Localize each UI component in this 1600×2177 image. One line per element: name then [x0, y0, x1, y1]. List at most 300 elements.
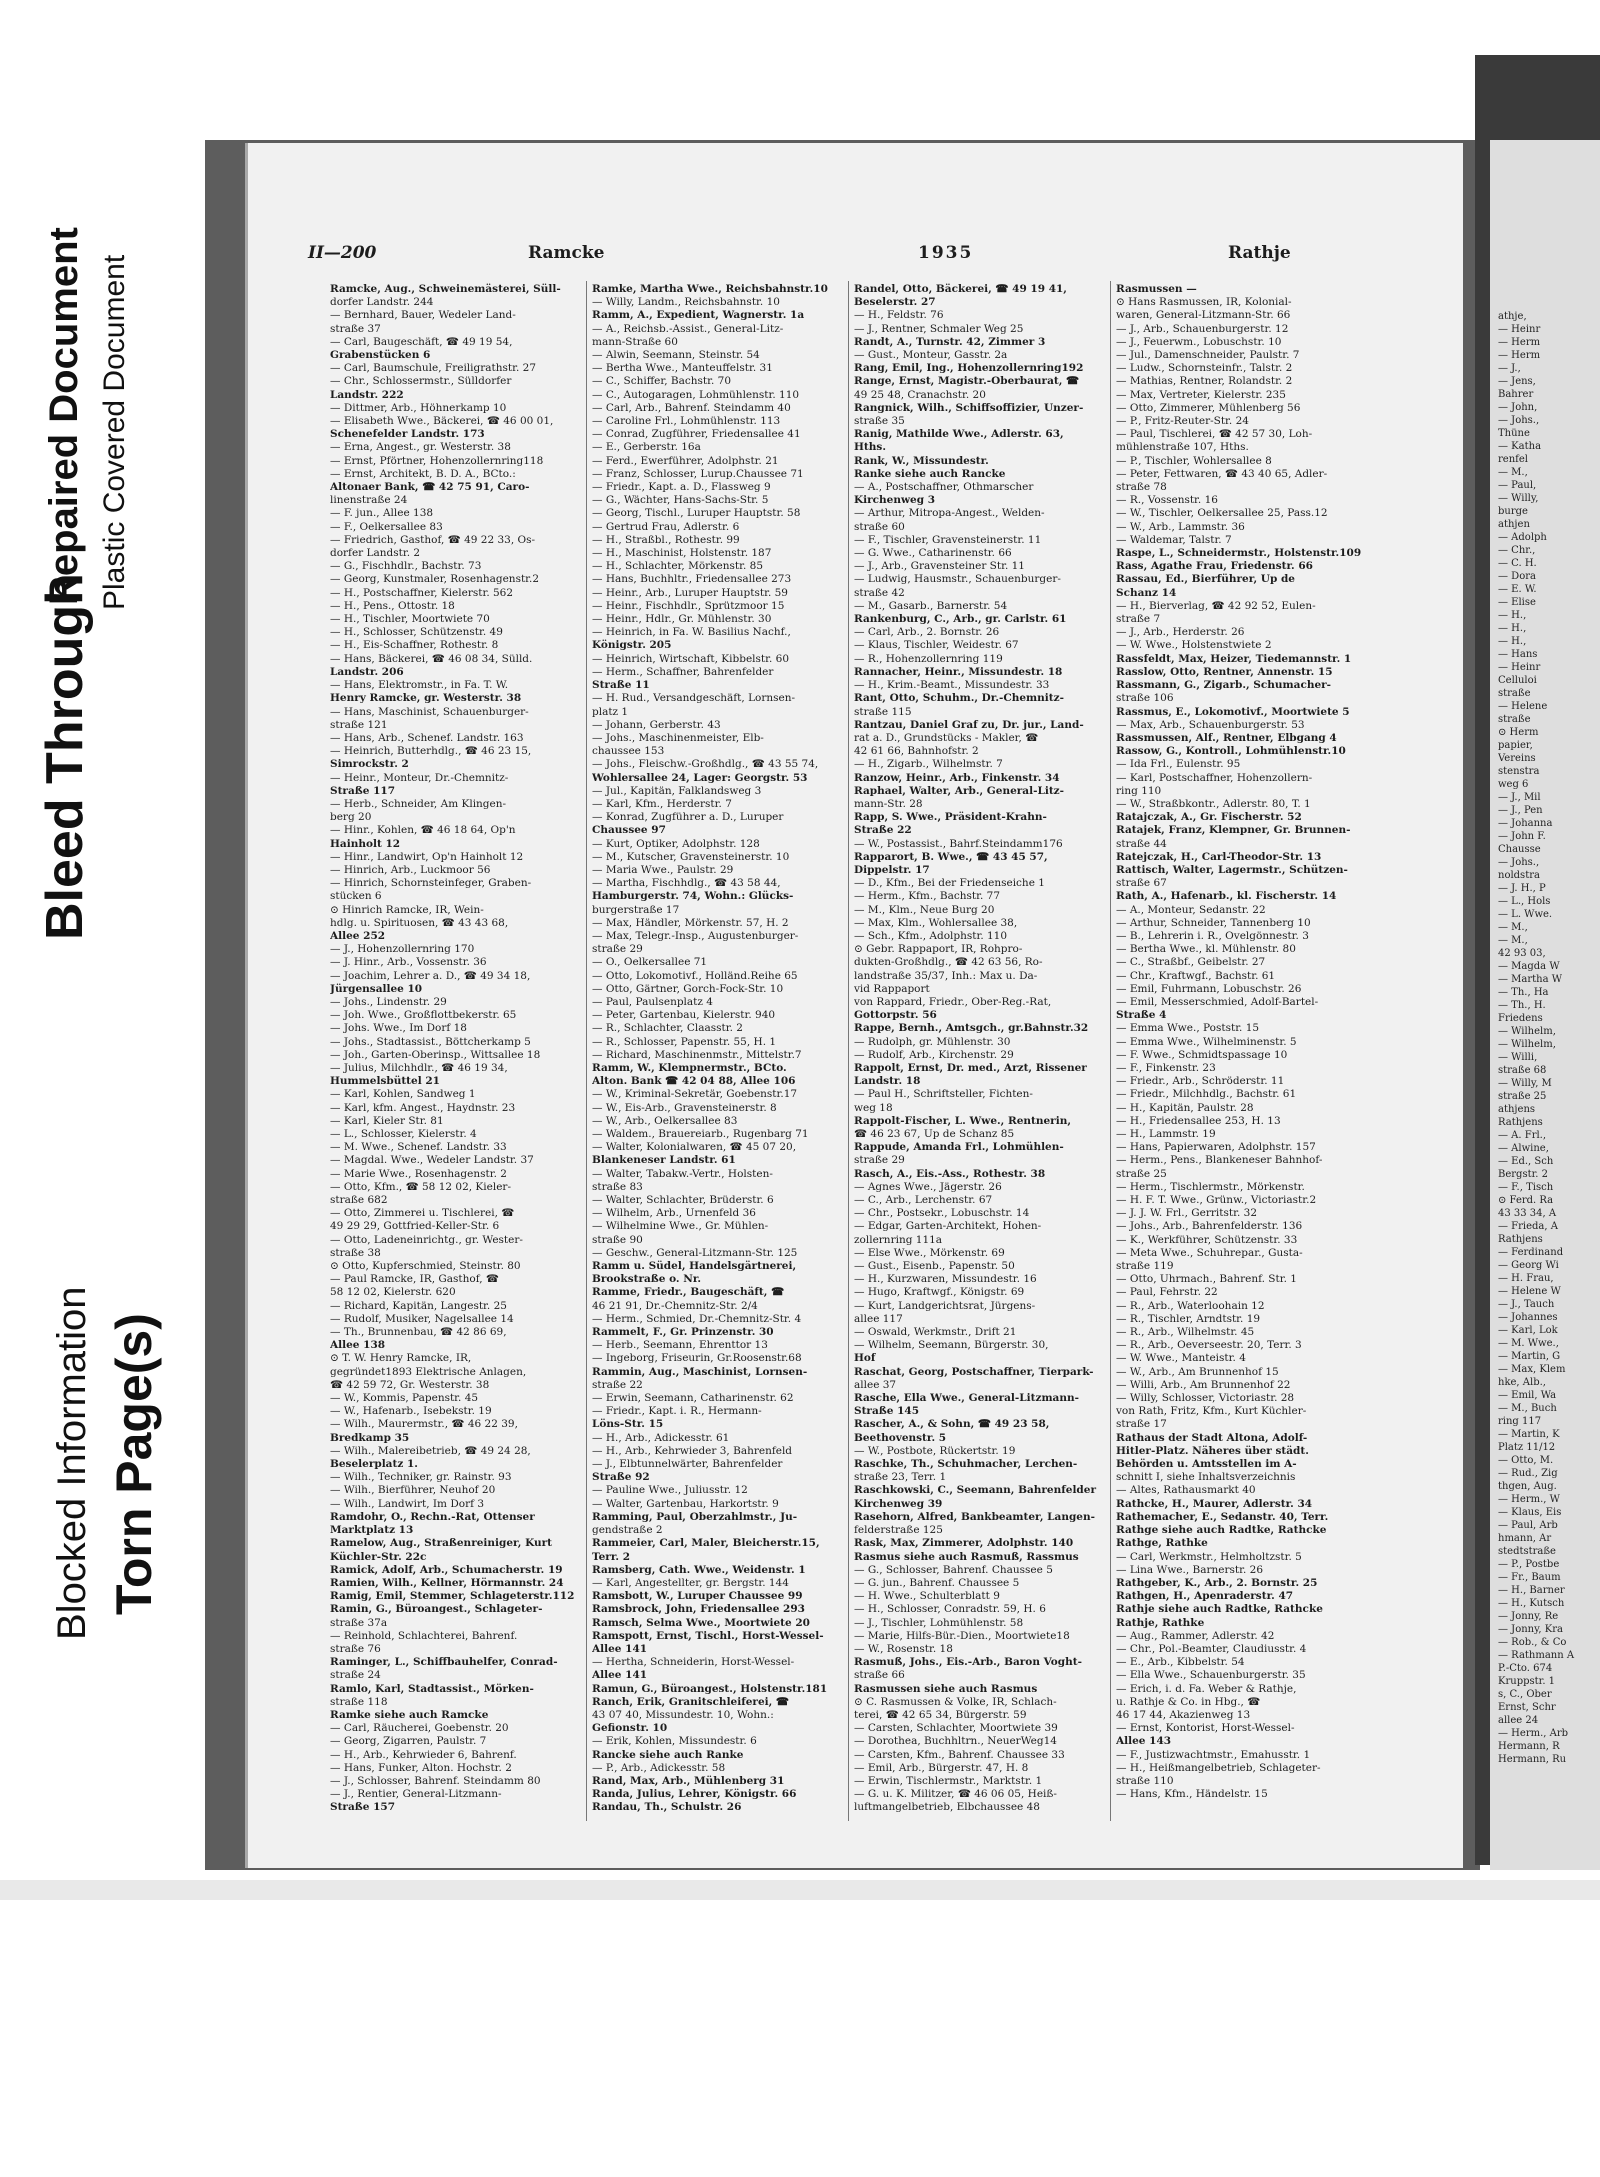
directory-entry-line: Randau, Th., Schulstr. 26 — [592, 1801, 742, 1814]
directory-entry-line: — Aug., Rammer, Adlerstr. 42 — [1116, 1629, 1275, 1642]
directory-entry-line: — Emil, Fuhrmann, Lobuschstr. 26 — [1116, 982, 1302, 995]
next-page-line: — Georg Wi — [1498, 1260, 1559, 1271]
next-page-line: Ernst, Schr — [1498, 1702, 1556, 1713]
directory-entry-line: Ramlo, Karl, Stadtassist., Mörken- — [330, 1682, 534, 1695]
directory-entry-line: — R., Arb., Oeverseestr. 20, Terr. 3 — [1116, 1339, 1302, 1352]
directory-entry-line: — F. Wwe., Schmidtspassage 10 — [1116, 1048, 1288, 1061]
directory-entry-line: Landstr. 222 — [330, 388, 404, 401]
directory-entry-line: — Otto, Gärtner, Gorch-Fock-Str. 10 — [592, 982, 784, 995]
next-page-line: hmann, Ar — [1498, 1533, 1552, 1544]
directory-entry-line: — Rudolf, Arb., Kirchenstr. 29 — [854, 1048, 1014, 1061]
directory-entry-line: — F., Tischler, Gravensteinerstr. 11 — [854, 533, 1042, 546]
directory-entry-line: — H. Rud., Versandgeschäft, Lornsen- — [592, 692, 796, 705]
directory-entry-line: — J., Rentier, General-Litzmann- — [330, 1788, 502, 1801]
next-page-line: — H., Kutsch — [1498, 1598, 1565, 1609]
directory-entry-line: — G., Fischhdlr., Bachstr. 73 — [330, 560, 482, 573]
next-page-line: — Herm — [1498, 337, 1541, 348]
directory-entry-line: Rasehorn, Alfred, Bankbeamter, Langen- — [854, 1510, 1095, 1523]
directory-entry-line: — Hans, Papierwaren, Adolphstr. 157 — [1116, 1141, 1316, 1154]
directory-entry-line: — Herm., Kfm., Bachstr. 77 — [854, 890, 1001, 903]
directory-entry-line: Raschke, Th., Schuhmacher, Lerchen- — [854, 1458, 1078, 1471]
directory-entry-line: — Joachim, Lehrer a. D., ☎ 49 34 18, — [330, 969, 531, 982]
directory-entry-line: Rathge, Rathke — [1116, 1537, 1208, 1550]
directory-entry-line: — Friedr., Kapt. i. R., Hermann- — [592, 1405, 762, 1418]
directory-entry-line: Allee 141 — [592, 1669, 648, 1682]
directory-entry-line: Rassfeldt, Max, Heizer, Tiedemannstr. 1 — [1116, 652, 1352, 665]
next-page-line: Friedens — [1498, 1013, 1543, 1024]
directory-entry-line: — R., Schlosser, Papenstr. 55, H. 1 — [592, 1035, 777, 1048]
directory-entry-line: Blankeneser Landstr. 61 — [592, 1154, 736, 1167]
directory-entry-line: — Peter, Fettwaren, ☎ 43 40 65, Adler- — [1116, 467, 1328, 480]
directory-entry-line: — H., Arb., Adickesstr. 61 — [592, 1431, 730, 1444]
next-page-line: — M., — [1498, 922, 1528, 933]
directory-entry-line: Straße 92 — [592, 1471, 650, 1484]
directory-entry-line: — Hans, Maschinist, Schauenburger- — [330, 705, 529, 718]
directory-entry-line: — Ernst, Pförtner, Hohenzollernring118 — [330, 454, 544, 467]
directory-entry-line: Ranzow, Heinr., Arb., Finkenstr. 34 — [854, 771, 1060, 784]
directory-entry-line: — Hugo, Kraftwgf., Königstr. 69 — [854, 1286, 1025, 1299]
directory-entry-line: Landstr. 206 — [330, 665, 404, 678]
directory-entry-line: — Hinrich, Schornsteinfeger, Graben- — [330, 877, 532, 890]
directory-entry-line: straße 60 — [854, 520, 905, 533]
next-page-line: — Max, Klem — [1498, 1364, 1566, 1375]
directory-entry-line: — Kurt, Landgerichtsrat, Jürgens- — [854, 1299, 1036, 1312]
directory-entry-line: — Emil, Arb., Bürgerstr. 47, H. 8 — [854, 1761, 1029, 1774]
directory-entry-line: — W., Postassist., Bahrf.Steindamm176 — [854, 837, 1063, 850]
directory-entry-line: Beselerplatz 1. — [330, 1458, 418, 1471]
next-page-line: Kruppstr. 1 — [1498, 1676, 1556, 1687]
directory-entry-line: Rassmus, E., Lokomotivf., Moortwiete 5 — [1116, 705, 1350, 718]
header-left-word: Ramcke — [528, 243, 605, 263]
directory-entry-line: Rammeier, Carl, Maler, Bleicherstr.15, — [592, 1537, 820, 1550]
next-page-line: — Jonny, Re — [1498, 1611, 1559, 1622]
column-4 — [1116, 283, 1366, 1823]
directory-entry-line: — W., Arb., Lammstr. 36 — [1116, 520, 1245, 533]
directory-entry-line: — Magdal. Wwe., Wedeler Landstr. 37 — [330, 1154, 534, 1167]
next-page-line: ⊙ Ferd. Ra — [1498, 1195, 1554, 1206]
directory-entry-line: 49 25 48, Cranachstr. 20 — [854, 388, 986, 401]
directory-entry-line: Ramig, Emil, Stemmer, Schlageterstr.112 — [330, 1590, 575, 1603]
directory-entry-line: — E., Gerberstr. 16a — [592, 441, 701, 454]
directory-entry-line: Straße 22 — [854, 824, 912, 837]
next-page-line: — Heinr — [1498, 324, 1541, 335]
directory-entry-line: Ramick, Adolf, Arb., Schumacherstr. 19 — [330, 1563, 563, 1576]
directory-entry-line: ring 110 — [1116, 784, 1162, 797]
directory-entry-line: — J., Feuerwm., Lobuschstr. 10 — [1116, 335, 1282, 348]
next-page-line: Celluloi — [1498, 675, 1537, 686]
directory-entry-line: — Caroline Frl., Lohmühlenstr. 113 — [592, 415, 781, 428]
next-page-line: — Martin, G — [1498, 1351, 1561, 1362]
directory-entry-line: Straße 117 — [330, 784, 395, 797]
directory-entry-line: 43 07 40, Missundestr. 10, Wohn.: — [592, 1708, 774, 1721]
directory-entry-line: Randt, A., Turnstr. 42, Zimmer 3 — [854, 335, 1046, 348]
directory-entry-line: Rang, Emil, Ing., Hohenzollernring192 — [854, 362, 1084, 375]
next-page-line: — Th., H. — [1498, 1000, 1546, 1011]
directory-entry-line: Dippelstr. 17 — [854, 863, 930, 876]
directory-entry-line: Ramsberg, Cath. Wwe., Weidenstr. 1 — [592, 1563, 806, 1576]
directory-entry-line: Allee 141 — [592, 1642, 648, 1655]
directory-entry-line: — Ludw., Schornsteinfr., Talstr. 2 — [1116, 362, 1293, 375]
directory-entry-line: — J., Tischler, Lohmühlenstr. 58 — [854, 1616, 1024, 1629]
directory-entry-line: — Wilh., Landwirt, Im Dorf 3 — [330, 1497, 485, 1510]
directory-entry-line: Ramm, A., Expedient, Wagnerstr. 1a — [592, 309, 805, 322]
directory-entry-line: — Hinr., Kohlen, ☎ 46 18 64, Op'n — [330, 824, 516, 837]
next-page-line: Vereins — [1498, 753, 1536, 764]
directory-entry-line: — C., Straßbf., Geibelstr. 27 — [1116, 956, 1266, 969]
directory-entry-line: — Gust., Monteur, Gasstr. 2a — [854, 349, 1008, 362]
directory-entry-line: Ramm u. Südel, Handelsgärtnerei, — [592, 1260, 797, 1273]
directory-entry-line: Rathgeber, K., Arb., 2. Bornstr. 25 — [1116, 1576, 1318, 1589]
directory-entry-line: — Dittmer, Arb., Höhnerkamp 10 — [330, 401, 507, 414]
directory-entry-line: — P., Fritz-Reuter-Str. 24 — [1116, 415, 1249, 428]
directory-entry-line: — H., Zigarb., Wilhelmstr. 7 — [854, 758, 1003, 771]
directory-entry-line: — J. J. W. Frl., Gerritstr. 32 — [1116, 1207, 1258, 1220]
directory-entry-line: Rancke siehe auch Ranke — [592, 1748, 744, 1761]
directory-entry-line: — Heinr., Arb., Luruper Hauptstr. 59 — [592, 586, 788, 599]
directory-entry-line: — Bernhard, Bauer, Wedeler Land- — [330, 309, 516, 322]
directory-entry-line: — M. Wwe., Schenef. Landstr. 33 — [330, 1141, 507, 1154]
directory-entry-line: dorfer Landstr. 244 — [330, 296, 434, 309]
directory-entry-line: Rathje, Rathke — [1116, 1616, 1205, 1629]
directory-entry-line: ⊙ T. W. Henry Ramcke, IR, — [330, 1352, 472, 1365]
directory-entry-line: — F., Oelkersallee 83 — [330, 520, 443, 533]
directory-entry-line: — Ernst, Architekt, B. D. A., BCto.: — [330, 467, 516, 480]
directory-entry-line: hdlg. u. Spirituosen, ☎ 43 43 68, — [330, 916, 509, 929]
directory-entry-line: straße 42 — [854, 586, 905, 599]
next-page-line: — Herm., Arb — [1498, 1728, 1569, 1739]
directory-entry-line: Ramme, Friedr., Baugeschäft, ☎ — [592, 1286, 785, 1299]
directory-entry-line: allee 37 — [854, 1378, 897, 1391]
next-page-line: — Jonny, Kra — [1498, 1624, 1563, 1635]
directory-entry-line: Rasmussen — — [1116, 283, 1197, 295]
directory-entry-line: — Arthur, Schneider, Tannenberg 10 — [1116, 916, 1311, 929]
directory-entry-line: — Konrad, Zugführer a. D., Luruper — [592, 811, 784, 824]
directory-entry-line: — Hans, Arb., Schenef. Landstr. 163 — [330, 731, 524, 744]
directory-entry-line: straße 90 — [592, 1233, 643, 1246]
tag-torn-pages: Torn Page(s) — [106, 1313, 162, 1615]
directory-entry-line: Landstr. 18 — [854, 1075, 921, 1088]
directory-entry-line: — Rudolph, gr. Mühlenstr. 30 — [854, 1035, 1011, 1048]
directory-entry-line: — H., Kurzwaren, Missundestr. 16 — [854, 1273, 1037, 1286]
directory-entry-line: straße 682 — [330, 1194, 388, 1207]
next-page-line: Rathjens — [1498, 1117, 1543, 1128]
next-page-line: — H., — [1498, 636, 1527, 647]
directory-entry-line: Ramke siehe auch Ramcke — [330, 1708, 489, 1721]
directory-entry-line: — Jul., Damenschneider, Paulstr. 7 — [1116, 349, 1300, 362]
next-page-line: — Magda W — [1498, 961, 1560, 972]
next-page-line: — Ferdinand — [1498, 1247, 1564, 1258]
directory-entry-line: Rappolt, Ernst, Dr. med., Arzt, Rissener — [854, 1061, 1087, 1074]
directory-entry-line: Ramun, G., Büroangest., Holstenstr.181 — [592, 1682, 828, 1695]
directory-entry-line: Rant, Otto, Schuhm., Dr.-Chemnitz- — [854, 692, 1064, 705]
directory-entry-line: Randa, Julius, Lehrer, Königstr. 66 — [592, 1788, 797, 1801]
directory-entry-line: — Carsten, Schlachter, Moortwiete 39 — [854, 1722, 1058, 1735]
directory-entry-line: — Wilhelm, Arb., Urnenfeld 36 — [592, 1207, 756, 1220]
directory-entry-line: Rassow, G., Kontroll., Lohmühlenstr.10 — [1116, 745, 1346, 758]
directory-entry-line: — M., Kutscher, Gravensteinerstr. 10 — [592, 850, 790, 863]
directory-entry-line: — W., Kriminal-Sekretär, Goebenstr.17 — [592, 1088, 798, 1101]
directory-entry-line: — D., Kfm., Bei der Friedenseiche 1 — [854, 877, 1045, 890]
directory-entry-line: — Heinrich, in Fa. W. Basilius Nachf., — [592, 626, 791, 639]
directory-entry-line: straße 25 — [1116, 1167, 1167, 1180]
directory-entry-line: — P., Tischler, Wohlersallee 8 — [1116, 454, 1272, 467]
directory-entry-line: — J., Rentner, Schmaler Weg 25 — [854, 322, 1024, 335]
directory-entry-line: dukten-Großhdlg., ☎ 42 63 56, Ro- — [854, 956, 1043, 969]
directory-entry-line: Rathje siehe auch Radtke, Rathcke — [1116, 1603, 1323, 1616]
directory-entry-line: straße 115 — [854, 705, 912, 718]
directory-entry-line: mann-Straße 60 — [592, 335, 678, 348]
directory-entry-line: — Carl, Arb., 2. Bornstr. 26 — [854, 626, 1000, 639]
next-page-line: Thüne — [1498, 428, 1530, 439]
directory-entry-line: — R., Arb., Waterloohain 12 — [1116, 1299, 1265, 1312]
next-page-line: — Th., Ha — [1498, 987, 1549, 998]
next-page-line: — Heinr — [1498, 662, 1541, 673]
directory-entry-line: — Walter, Gartenbau, Harkortstr. 9 — [592, 1497, 779, 1510]
directory-entry-line: straße 67 — [1116, 877, 1167, 890]
directory-entry-line: — J., Schlosser, Bahrenf. Steindamm 80 — [330, 1774, 541, 1787]
directory-entry-line: — Chr., Schlossermstr., Sülldorfer — [330, 375, 512, 388]
directory-entry-line: — Otto, Kfm., ☎ 58 12 02, Kieler- — [330, 1180, 511, 1193]
next-page-line: Bahrer — [1498, 389, 1534, 400]
next-page-line: — E. W. — [1498, 584, 1537, 595]
directory-entry-line: — Edgar, Garten-Architekt, Hohen- — [854, 1220, 1042, 1233]
directory-entry-line: Kirchenweg 3 — [854, 494, 936, 507]
directory-entry-line: Rascher, A., & Sohn, ☎ 49 23 58, — [854, 1418, 1050, 1431]
next-page-line: — M. Wwe., — [1498, 1338, 1559, 1349]
directory-entry-line: Rappe, Bernh., Amtsgch., gr.Bahnstr.32 — [854, 1022, 1089, 1035]
directory-entry-line: — Conrad, Zugführer, Friedensallee 41 — [592, 428, 801, 441]
directory-entry-line: schnitt I, siehe Inhaltsverzeichnis — [1116, 1471, 1296, 1484]
directory-entry-line: Hummelsbüttel 21 — [330, 1075, 440, 1088]
next-page-line: — C. H. — [1498, 558, 1537, 569]
next-page-line: — Johs., — [1498, 857, 1540, 868]
next-page-line: — Hans — [1498, 649, 1538, 660]
directory-entry-line: Range, Ernst, Magistr.-Oberbaurat, ☎ — [854, 375, 1080, 388]
directory-entry-line: — Th., Brunnenbau, ☎ 42 86 69, — [330, 1326, 507, 1339]
directory-entry-line: — O., Oelkersallee 71 — [592, 956, 708, 969]
directory-entry-line: — Joh. Wwe., Großflottbekerstr. 65 — [330, 1009, 517, 1022]
next-page-line: s, C., Ober — [1498, 1689, 1552, 1700]
directory-entry-line: — H. Wwe., Schulterblatt 9 — [854, 1590, 1000, 1603]
directory-entry-line: — Agnes Wwe., Jägerstr. 26 — [854, 1180, 1002, 1193]
directory-entry-line: — Emil, Messerschmied, Adolf-Bartel- — [1116, 995, 1319, 1008]
directory-entry-line: — H., Heißmangelbetrieb, Schlageter- — [1116, 1761, 1321, 1774]
directory-entry-line: — Herb., Schneider, Am Klingen- — [330, 797, 507, 810]
directory-entry-line: — L., Schlosser, Kielerstr. 4 — [330, 1128, 477, 1140]
next-page-line: thgen, Aug. — [1498, 1481, 1557, 1492]
directory-entry-line: — Emma Wwe., Wilhelminenstr. 5 — [1116, 1035, 1297, 1048]
directory-entry-line: Rasche, Ella Wwe., General-Litzmann- — [854, 1392, 1079, 1405]
directory-entry-line: — Karl, Angestellter, gr. Bergstr. 144 — [592, 1576, 789, 1589]
directory-entry-line: — Willy, Landm., Reichsbahnstr. 10 — [592, 296, 780, 309]
directory-entry-line: ⊙ Otto, Kupferschmied, Steinstr. 80 — [330, 1260, 521, 1273]
directory-entry-line: — Paul, Tischlerei, ☎ 42 57 30, Loh- — [1116, 428, 1313, 441]
column-rule — [848, 281, 849, 1821]
top-margin — [0, 0, 1600, 60]
directory-entry-line: dorfer Landstr. 2 — [330, 547, 421, 560]
directory-entry-line: — Wilh., Techniker, gr. Rainstr. 93 — [330, 1471, 512, 1484]
directory-entry-line: — G. u. K. Militzer, ☎ 46 06 05, Heiß- — [854, 1788, 1057, 1801]
directory-entry-line: berg 20 — [330, 811, 372, 824]
next-page-line: — Willi, — [1498, 1052, 1538, 1063]
directory-entry-line: — J., Elbtunnelwärter, Bahrenfelder — [592, 1458, 783, 1471]
next-page-line: — Klaus, Eis — [1498, 1507, 1562, 1518]
next-page-line: — J., Tauch — [1498, 1299, 1555, 1310]
next-page-line: — Karl, Lok — [1498, 1325, 1558, 1336]
directory-entry-line: — Hans, Elektromstr., in Fa. T. W. — [330, 679, 509, 692]
directory-entry-line: — H., Straßbl., Rothestr. 99 — [592, 533, 740, 546]
directory-entry-line: — W., Arb., Am Brunnenhof 15 — [1116, 1365, 1279, 1378]
directory-entry-line: Ramming, Paul, Oberzahlmstr., Ju- — [592, 1510, 798, 1523]
next-page-line: — Helene — [1498, 701, 1548, 712]
directory-entry-line: — W., Kommis, Papenstr. 45 — [330, 1392, 479, 1405]
directory-entry-line: Rathge siehe auch Radtke, Rathcke — [1116, 1524, 1327, 1537]
directory-entry-line: — Hans, Kfm., Händelstr. 15 — [1116, 1788, 1268, 1801]
directory-entry-line: Ramke, Martha Wwe., Reichsbahnstr.10 — [592, 283, 828, 295]
directory-entry-line: — G., Wächter, Hans-Sachs-Str. 5 — [592, 494, 769, 507]
directory-entry-line: allee 117 — [854, 1312, 903, 1325]
directory-entry-line: Simrockstr. 2 — [330, 758, 409, 771]
directory-entry-line: — J., Hohenzollernring 170 — [330, 943, 475, 956]
directory-entry-line: Rathemacher, E., Sedanstr. 40, Terr. — [1116, 1510, 1329, 1523]
directory-entry-line: Rannacher, Heinr., Missundestr. 18 — [854, 665, 1063, 678]
directory-entry-line: Rammelt, F., Gr. Prinzenstr. 30 — [592, 1326, 774, 1339]
next-page-line: — Katha — [1498, 441, 1542, 452]
directory-entry-line: — Wilh., Maurermstr., ☎ 46 22 39, — [330, 1418, 518, 1431]
next-page-line: papier, — [1498, 740, 1533, 751]
directory-entry-line: — W., Hafenarb., Isebekstr. 19 — [330, 1405, 492, 1418]
directory-entry-line: Rath, A., Hafenarb., kl. Fischerstr. 14 — [1116, 890, 1337, 903]
directory-entry-line: straße 29 — [854, 1154, 905, 1167]
next-page-line: — Martha W — [1498, 974, 1563, 985]
directory-entry-line: — Otto, Zimmerer, Mühlenberg 56 — [1116, 401, 1301, 414]
next-page-line: — P., Postbe — [1498, 1559, 1560, 1570]
tag-plastic-covered-document: Plastic Covered Document — [98, 254, 131, 610]
next-page-line: — Otto, M. — [1498, 1455, 1554, 1466]
directory-entry-line: Rasmus siehe auch Rasmuß, Rassmus — [854, 1550, 1079, 1563]
directory-entry-line: Ramdohr, O., Rechn.-Rat, Ottenser — [330, 1510, 535, 1523]
directory-entry-line: — C., Autogaragen, Lohmühlenstr. 110 — [592, 388, 800, 401]
directory-entry-line: Rapp, S. Wwe., Präsident-Krahn- — [854, 811, 1047, 824]
directory-entry-line: — Ella Wwe., Schauenburgerstr. 35 — [1116, 1669, 1306, 1682]
tag-repaired-document: Repaired Document — [42, 227, 86, 605]
directory-entry-line: Rass, Agathe Frau, Friedenstr. 66 — [1116, 560, 1313, 573]
directory-entry-line: — Ida Frl., Eulenstr. 95 — [1116, 758, 1241, 771]
directory-entry-line: — R., Schlachter, Claasstr. 2 — [592, 1022, 743, 1035]
directory-entry-line: Hitler-Platz. Näheres über städt. — [1116, 1444, 1309, 1457]
directory-entry-line: ⊙ Hans Rasmussen, IR, Kolonial- — [1116, 296, 1292, 309]
directory-entry-line: — H., Schlachter, Mörkenstr. 85 — [592, 560, 764, 573]
next-page-line: — Jens, — [1498, 376, 1536, 387]
column-rule — [586, 281, 587, 1821]
directory-entry-line: — Erik, Kohlen, Missundestr. 6 — [592, 1735, 757, 1748]
directory-entry-line: ☎ 46 23 67, Up de Schanz 85 — [854, 1128, 1015, 1140]
directory-entry-line: — Heinrich, Wirtschaft, Kibbelstr. 60 — [592, 652, 790, 665]
directory-entry-line: Ranke siehe auch Rancke — [854, 467, 1006, 480]
directory-entry-line: straße 22 — [592, 1378, 643, 1391]
directory-entry-line: — Erwin, Tischlermstr., Marktstr. 1 — [854, 1774, 1043, 1787]
directory-entry-line: — G., Schlosser, Bahrenf. Chaussee 5 — [854, 1563, 1053, 1576]
directory-entry-line: von Rappard, Friedr., Ober-Reg.-Rat, — [854, 995, 1052, 1008]
directory-entry-line: — Herm., Schaffner, Bahrenfelder — [592, 665, 774, 678]
directory-entry-line: — Paul, Fehrstr. 22 — [1116, 1286, 1218, 1299]
next-page-line: straße 25 — [1498, 1091, 1547, 1102]
directory-entry-line: Allee 143 — [1116, 1735, 1172, 1748]
directory-entry-line: Ratejczak, H., Carl-Theodor-Str. 13 — [1116, 850, 1322, 863]
directory-entry-line: Ramm, W., Klempnermstr., BCto. — [592, 1061, 787, 1074]
directory-entry-line: Ranig, Mathilde Wwe., Adlerstr. 63, — [854, 428, 1064, 441]
directory-entry-line: — Gertrud Frau, Adlerstr. 6 — [592, 520, 740, 533]
next-page-line: — Ed., Sch — [1498, 1156, 1554, 1167]
directory-entry-line: — Johs., Fleischw.-Großhdlg., ☎ 43 55 74, — [592, 758, 819, 771]
directory-entry-line: — Hans, Bäckerei, ☎ 46 08 34, Sülld. — [330, 652, 533, 665]
directory-entry-line: — Oswald, Werkmstr., Drift 21 — [854, 1326, 1017, 1339]
tag-bleed-through: Bleed Through — [36, 573, 94, 940]
directory-entry-line: — Paul H., Schriftsteller, Fichten- — [854, 1088, 1033, 1101]
directory-entry-line: Gottorpstr. 56 — [854, 1009, 937, 1022]
next-page-line: — H., — [1498, 623, 1527, 634]
next-page-line: 42 93 03, — [1498, 948, 1546, 959]
directory-entry-line: — H., Postschaffner, Kielerstr. 562 — [330, 586, 514, 599]
directory-entry-line: Raminger, L., Schiffbauhelfer, Conrad- — [330, 1656, 558, 1669]
directory-entry-line: Schenefelder Landstr. 173 — [330, 428, 485, 441]
next-page-line: — J. H., P — [1498, 883, 1546, 894]
next-page-line: — Fr., Baum — [1498, 1572, 1561, 1583]
directory-entry-line: u. Rathje & Co. in Hbg., ☎ — [1116, 1695, 1261, 1708]
next-page-line: P.-Cto. 674 — [1498, 1663, 1553, 1674]
directory-entry-line: Ramspott, Ernst, Tischl., Horst-Wessel- — [592, 1629, 824, 1642]
directory-entry-line: — W., Arb., Oelkersallee 83 — [592, 1114, 738, 1127]
directory-entry-line: — Herm., Pens., Blankeneser Bahnhof- — [1116, 1154, 1323, 1167]
bottom-margin — [0, 1880, 1600, 1900]
directory-entry-line: — H., Schlosser, Schützenstr. 49 — [330, 626, 503, 639]
directory-entry-line: — Georg, Zigarren, Paulstr. 7 — [330, 1735, 487, 1748]
next-page-line: athje, — [1498, 311, 1527, 322]
directory-entry-line: — M., Klm., Neue Burg 20 — [854, 903, 995, 916]
directory-entry-line: weg 18 — [854, 1101, 893, 1114]
directory-entry-line: Beselerstr. 27 — [854, 296, 936, 309]
directory-entry-line: straße 29 — [592, 943, 643, 956]
directory-entry-line: Rappolt-Fischer, L. Wwe., Rentnerin, — [854, 1114, 1071, 1127]
directory-entry-line: — J., Arb., Herderstr. 26 — [1116, 626, 1245, 639]
next-page-line: hke, Alb., — [1498, 1377, 1546, 1388]
directory-entry-line: — Otto, Uhrmach., Bahrenf. Str. 1 — [1116, 1273, 1297, 1286]
directory-entry-line: — Hans, Funker, Alton. Hochstr. 2 — [330, 1761, 512, 1774]
directory-entry-line: Henry Ramcke, gr. Westerstr. 38 — [330, 692, 522, 705]
next-page-line: — Willy, — [1498, 493, 1539, 504]
directory-entry-line: Rattisch, Walter, Lagermstr., Schützen- — [1116, 863, 1348, 876]
directory-entry-line: — P., Arb., Adickesstr. 58 — [592, 1761, 726, 1774]
directory-entry-line: Hths. — [854, 441, 886, 454]
directory-entry-line: Ranch, Erik, Granitschleiferei, ☎ — [592, 1695, 790, 1708]
directory-entry-line: — Walter, Tabakw.-Vertr., Holsten- — [592, 1167, 773, 1180]
next-page-line: — Wilhelm, — [1498, 1039, 1556, 1050]
directory-entry-line: — Reinhold, Schlachterei, Bahrenf. — [330, 1629, 518, 1642]
directory-entry-line: — H., Krim.-Beamt., Missundestr. 33 — [854, 679, 1050, 692]
directory-entry-line: Ramien, Wilh., Kellner, Hörmannstr. 24 — [330, 1576, 564, 1589]
directory-entry-line: — Walter, Schlachter, Brüderstr. 6 — [592, 1194, 774, 1207]
directory-entry-line: Allee 138 — [330, 1339, 386, 1352]
directory-entry-line: — A., Reichsb.-Assist., General-Litz- — [592, 322, 784, 335]
directory-entry-line: burgerstraße 17 — [592, 903, 680, 916]
page-number: II—200 — [308, 243, 377, 263]
next-page-line: — Emil, Wa — [1498, 1390, 1557, 1401]
next-page-line: — Martin, K — [1498, 1429, 1560, 1440]
directory-entry-line: straße 37a — [330, 1616, 388, 1629]
directory-entry-line: — Max, Händler, Mörkenstr. 57, H. 2 — [592, 916, 789, 929]
directory-entry-line: Marktplatz 13 — [330, 1524, 414, 1537]
directory-entry-line: Ramsbott, W., Luruper Chaussee 99 — [592, 1590, 803, 1603]
